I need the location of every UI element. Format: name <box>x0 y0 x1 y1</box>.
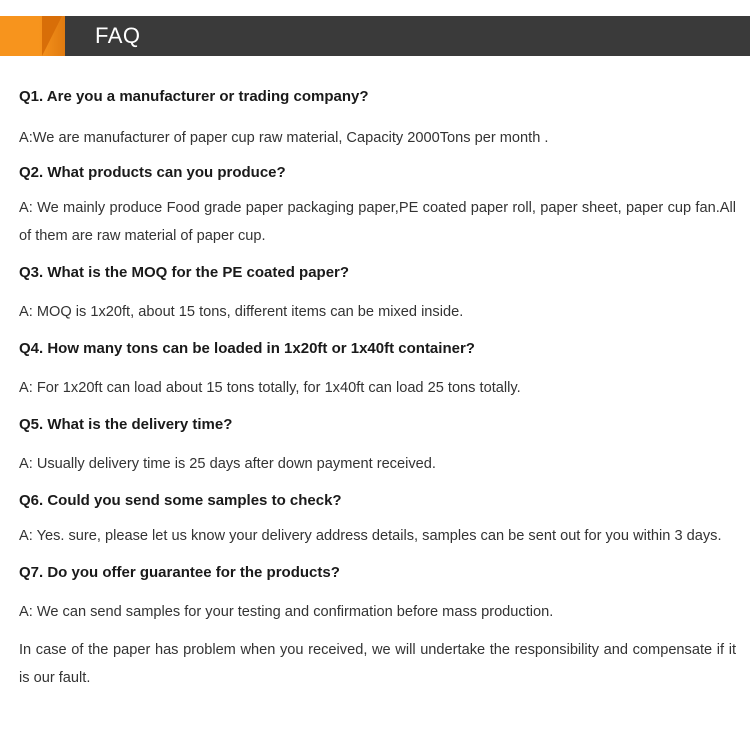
faq-question-6: Q6. Could you send some samples to check? <box>19 492 342 509</box>
faq-answer-3: A: MOQ is 1x20ft, about 15 tons, different items can be mixed inside. <box>19 304 464 320</box>
page-title: FAQ <box>95 23 141 48</box>
faq-question-4: Q4. How many tons can be loaded in 1x20ft or 1x40ft container? <box>19 340 475 357</box>
faq-list <box>19 86 736 692</box>
faq-answer-2: A: We mainly produce Food grade paper packaging paper,PE coated paper roll, paper sheet, paper cup fan.All of them are raw material of paper cup. <box>19 200 736 244</box>
faq-question-3: Q3. What is the MOQ for the PE coated paper? <box>19 264 350 281</box>
header-accent-slant <box>42 16 62 56</box>
faq-answer-7: A: We can send samples for your testing and confirmation before mass production. <box>19 604 554 620</box>
faq-answer-7-continued: In case of the paper has problem when you received, we will undertake the responsibility and compensate if it is our fault. <box>19 642 736 686</box>
faq-question-1: Q1. Are you a manufacturer or trading company? <box>19 88 369 105</box>
faq-answer-4: A: For 1x20ft can load about 15 tons totally, for 1x40ft can load 25 tons totally. <box>19 380 521 396</box>
faq-question-7: Q7. Do you offer guarantee for the products? <box>19 564 340 581</box>
faq-question-5: Q5. What is the delivery time? <box>19 416 233 433</box>
faq-answer-6: A: Yes. sure, please let us know your delivery address details, samples can be sent out for you within 3 days. <box>19 528 722 544</box>
faq-header-bar <box>0 16 750 56</box>
faq-question-2: Q2. What products can you produce? <box>19 164 286 181</box>
faq-answer-5: A: Usually delivery time is 25 days after down payment received. <box>19 456 436 472</box>
faq-answer-1: A:We are manufacturer of paper cup raw material, Capacity 2000Tons per month . <box>19 130 549 146</box>
